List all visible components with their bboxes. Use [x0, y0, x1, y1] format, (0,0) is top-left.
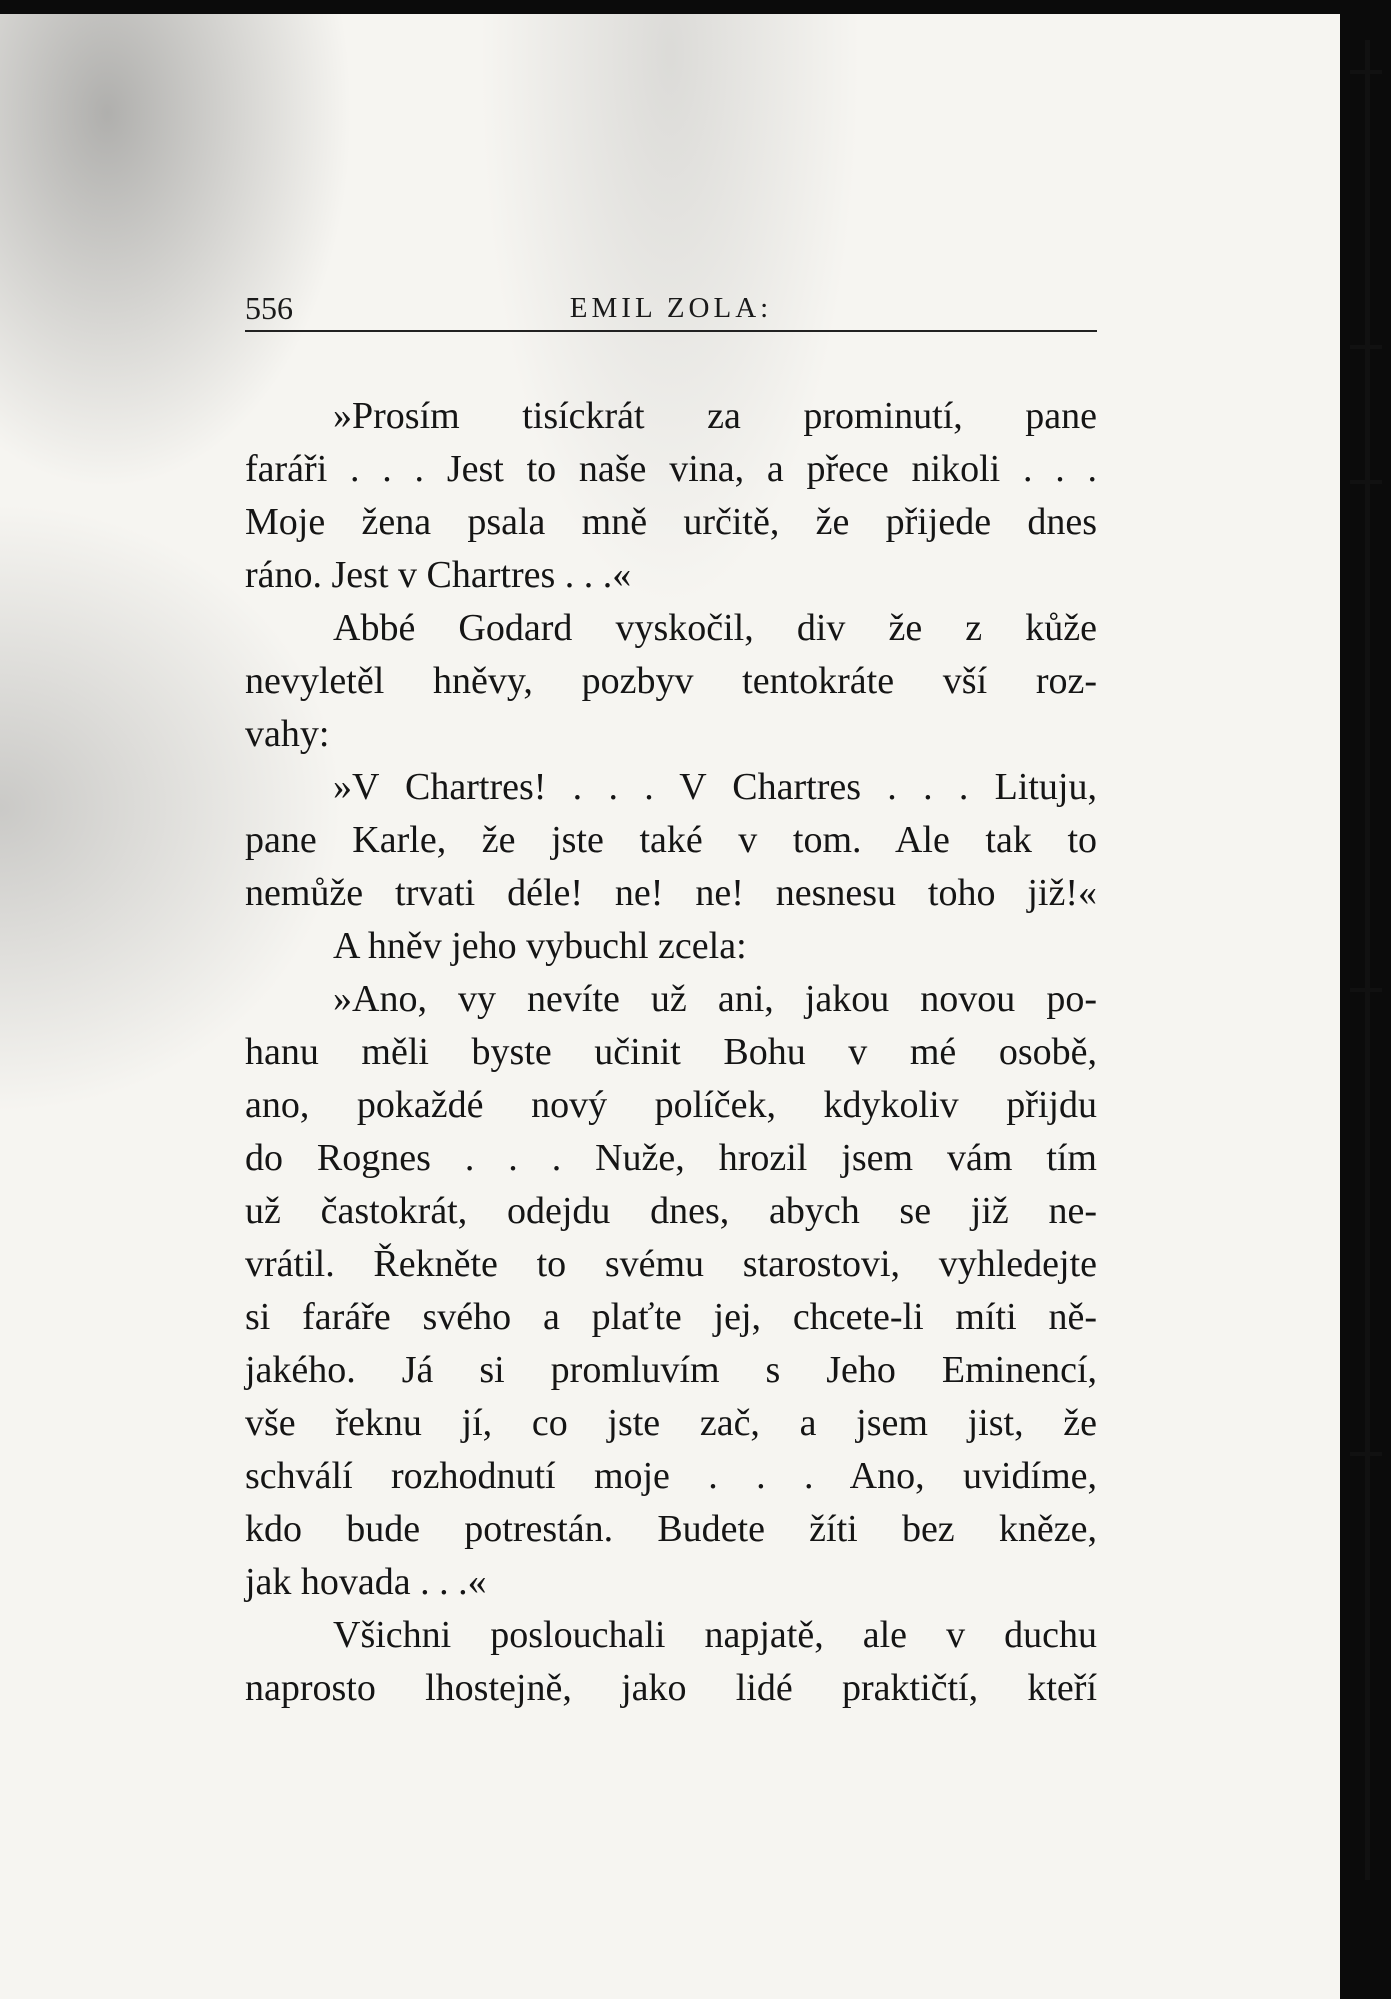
text-line: do Rognes . . . Nuže, hrozil jsem vám tím [245, 1137, 1097, 1179]
binding-tick [1350, 480, 1382, 484]
page-header [245, 290, 1097, 332]
text-line: nemůže trvati déle! ne! ne! nesnesu toho již!« [245, 872, 1097, 914]
text-line: A hněv jeho vybuchl zcela: [333, 925, 747, 967]
text-line: ano, pokaždé nový políček, kdykoliv přijdu [245, 1084, 1097, 1126]
text-line: »V Chartres! . . . V Chartres . . . Lituju, [333, 766, 1097, 808]
running-head: EMIL ZOLA: [569, 292, 773, 324]
text-line: nevyletěl hněvy, pozbyv tentokráte vší roz- [245, 660, 1097, 702]
text-line: už častokrát, odejdu dnes, abych se již ne- [245, 1190, 1097, 1232]
binding-tick [1350, 345, 1382, 349]
binding-tick [1350, 988, 1382, 992]
binding-tick [1350, 70, 1382, 74]
binding-line [1365, 40, 1370, 1880]
text-line: Všichni poslouchali napjatě, ale v duchu [333, 1614, 1097, 1656]
text-line: hanu měli byste učinit Bohu v mé osobě, [245, 1031, 1097, 1073]
text-line: Abbé Godard vyskočil, div že z kůže [333, 607, 1097, 649]
text-line: schválí rozhodnutí moje . . . Ano, uvidíme, [245, 1455, 1097, 1497]
text-line: naprosto lhostejně, jako lidé praktičtí, kteří [245, 1667, 1097, 1709]
text-line: vrátil. Řekněte to svému starostovi, vyhledejte [245, 1243, 1097, 1285]
text-line: vše řeknu jí, co jste zač, a jsem jist, že [245, 1402, 1097, 1444]
text-line: si faráře svého a plaťte jej, chcete-li míti ně- [245, 1296, 1097, 1338]
text-line: jak hovada . . .« [245, 1561, 487, 1603]
text-line: »Prosím tisíckrát za prominutí, pane [333, 395, 1097, 437]
text-line: ráno. Jest v Chartres . . .« [245, 554, 632, 596]
text-line: kdo bude potrestán. Budete žíti bez kněze, [245, 1508, 1097, 1550]
text-line: Moje žena psala mně určitě, že přijede dnes [245, 501, 1097, 543]
text-line: vahy: [245, 713, 330, 755]
text-line: »Ano, vy nevíte už ani, jakou novou po- [333, 978, 1097, 1020]
text-line: jakého. Já si promluvím s Jeho Eminencí, [245, 1349, 1097, 1391]
page-number: 556 [245, 290, 293, 326]
text-line: pane Karle, že jste také v tom. Ale tak to [245, 819, 1097, 861]
body-text [245, 390, 1097, 1715]
binding-tick [1350, 1452, 1382, 1456]
text-line: faráři . . . Jest to naše vina, a přece nikoli . . . [245, 448, 1097, 490]
